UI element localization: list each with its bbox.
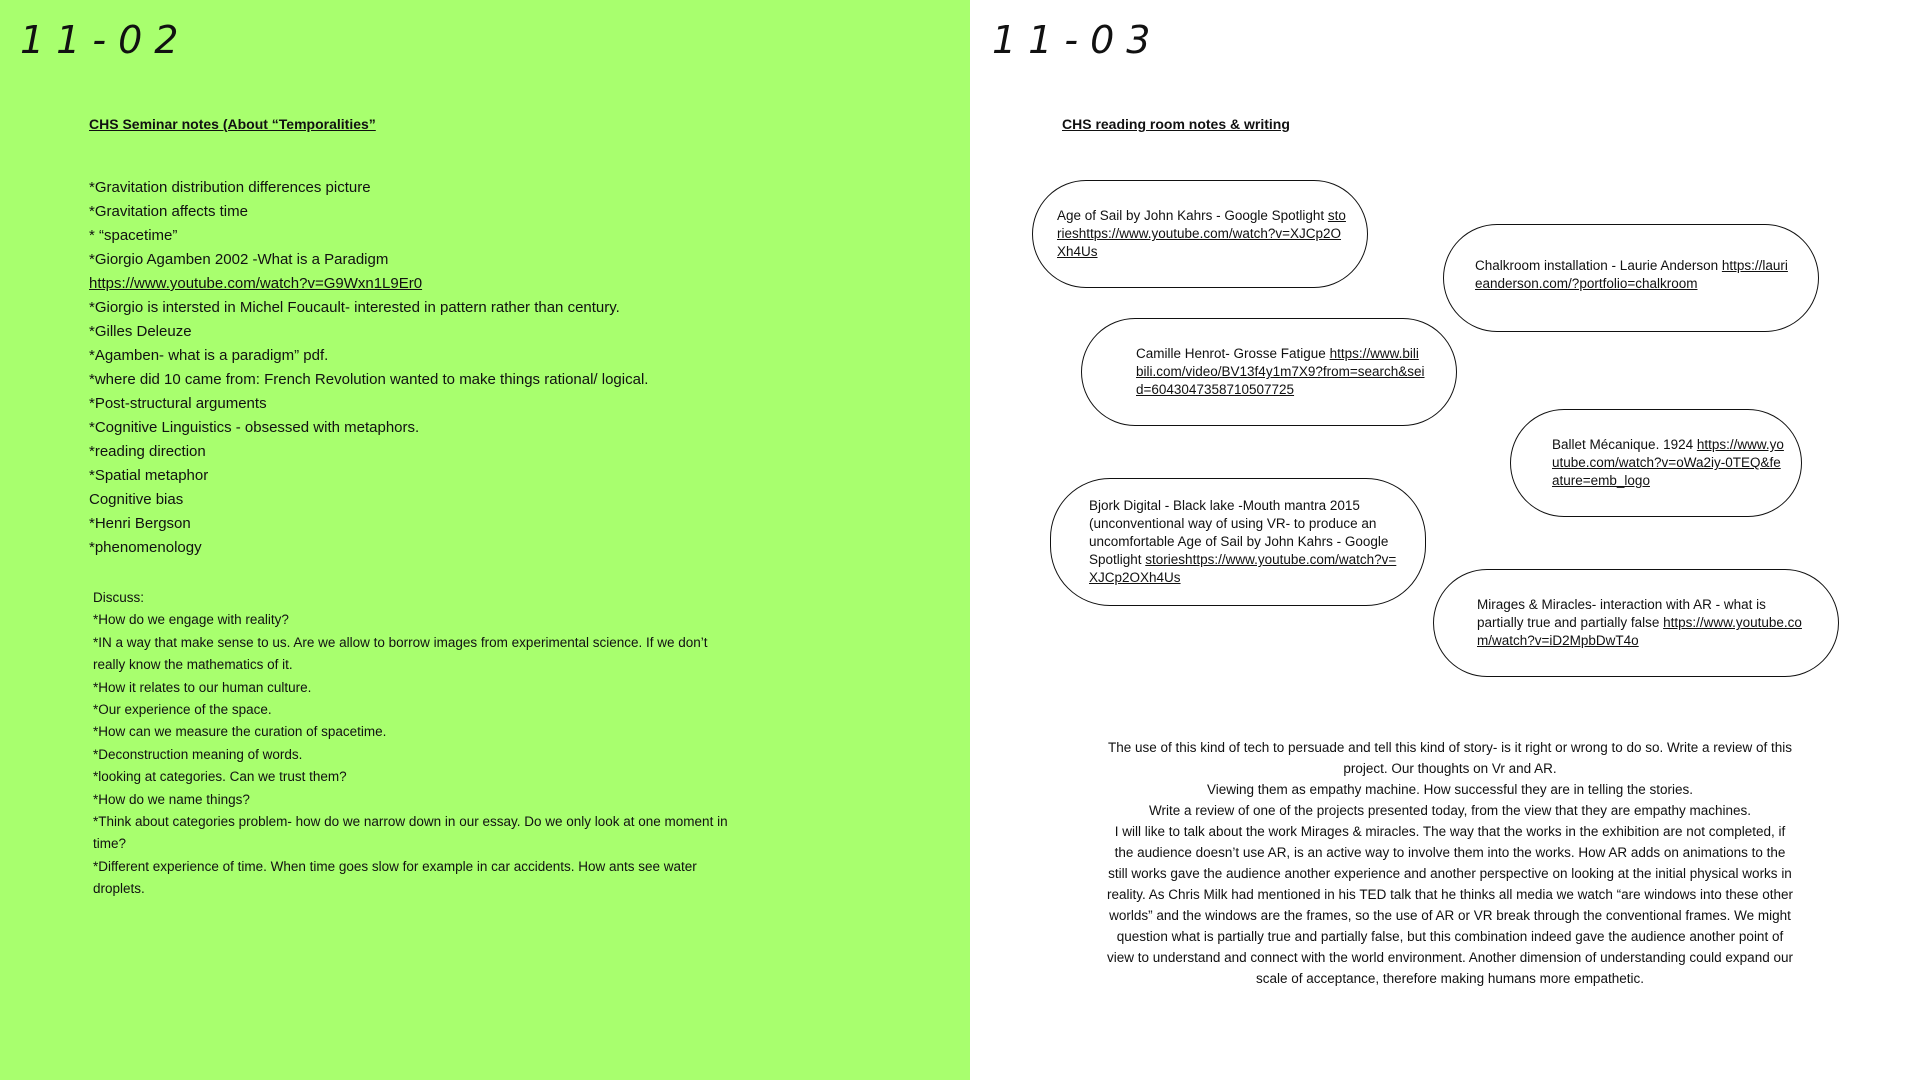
note-item: *reading direction — [89, 443, 206, 460]
essay-paragraph: Write a review of one of the projects presented today, from the view that they are empathy machines. — [1148, 803, 1752, 818]
note-item: *Gravitation distribution differences picture — [89, 179, 371, 196]
bubble-text: Mirages & Miracles- interaction with AR - what is partially true and partially false — [1477, 597, 1766, 630]
bubble-link[interactable]: https://www.youtube.com/watch?v=oWa2iy-0TEQ&feature=emb_logo — [1552, 437, 1784, 488]
note-item: *Cognitive Linguistics - obsessed with metaphors. — [89, 419, 420, 436]
discuss-item: *Think about categories problem- how do we narrow down in our essay. Do we only look at one moment in time? — [93, 814, 728, 852]
bubble-bjork-digital — [1050, 478, 1426, 606]
left-date: 11-02 — [20, 18, 191, 62]
bubble-text: Bjork Digital - Black lake -Mouth mantra 2015 (unconventional way of using VR- to produce an uncomfortable Age of Sail by John Kahrs - Google Spotlight — [1089, 498, 1389, 567]
note-item: *Gilles Deleuze — [89, 323, 192, 340]
bubble-mirages-miracles — [1433, 569, 1839, 677]
note-item: *Giorgio Agamben 2002 -What is a Paradigm — [89, 251, 389, 268]
note-item: *phenomenology — [89, 539, 202, 556]
discuss-item: *How it relates to our human culture. — [93, 679, 312, 695]
note-item: *Post-structural arguments — [89, 395, 267, 412]
discuss-item: *Deconstruction meaning of words. — [93, 746, 303, 762]
bubble-text: Ballet Mécanique. 1924 — [1552, 437, 1697, 452]
note-item: *Giorgio is intersted in Michel Foucault- interested in pattern rather than century. — [89, 299, 620, 316]
reading-room-title: CHS reading room notes & writing — [1062, 116, 1290, 132]
note-item: Cognitive bias — [89, 491, 184, 508]
essay-paragraph: I will like to talk about the work Mirages & miracles. The way that the works in the exhibition are not completed, if the audience doesn’t use AR, is an active way to involve them into the works. How AR adds on animations to the still works gave the audience another experience and another perspective on looking at the initial physical works in reality. As Chris Milk had mentioned in his TED talk that he thinks all media we watch “are windows into these other worlds” and the windows are the frames, so the use of AR or VR break through the conventional frames. We might question what is partially true and partially false, but this combination indeed gave the audience another point of view to understand and connect with the world environment. Another dimension of understanding could expand our scale of acceptance, therefore making humans more empathetic. — [1106, 824, 1794, 986]
discuss-section — [93, 587, 733, 901]
essay-paragraph: Viewing them as empathy machine. How successful they are in telling the stories. — [1207, 782, 1693, 797]
discuss-item: *How do we engage with reality? — [93, 612, 289, 628]
bubble-camille-henrot — [1081, 318, 1457, 426]
note-item: *Agamben- what is a paradigm” pdf. — [89, 347, 329, 364]
discuss-item: *IN a way that make sense to us. Are we allow to borrow images from experimental science. If we don’t really know the mathematics of it. — [93, 634, 708, 673]
bubble-ballet-mecanique — [1510, 409, 1802, 517]
seminar-notes-title: CHS Seminar notes (About “Temporalities” — [89, 116, 376, 132]
youtube-link[interactable]: https://www.youtube.com/watch?v=G9Wxn1L9Er0 — [89, 275, 423, 292]
discuss-item: *How do we name things? — [93, 791, 250, 807]
discuss-item: *Our experience of the space. — [93, 702, 272, 718]
note-item — [89, 272, 909, 296]
bubble-link[interactable]: https://www.youtube.com/watch?v=iD2MpbDwT4o — [1477, 615, 1802, 648]
bubble-link[interactable]: https://www.bilibili.com/video/BV13f4y1m7X9?from=search&seid=6043047358710507725 — [1136, 346, 1425, 397]
bubble-text: Age of Sail by John Kahrs - Google Spotlight — [1057, 208, 1328, 223]
essay-text — [1105, 737, 1795, 989]
note-item: *where did 10 came from: French Revolution wanted to make things rational/ logical. — [89, 371, 649, 388]
discuss-item: *looking at categories. Can we trust them? — [93, 769, 347, 785]
note-item: * “spacetime” — [89, 227, 178, 244]
discuss-item: *How can we measure the curation of spacetime. — [93, 724, 387, 740]
right-date: 11-03 — [992, 18, 1163, 62]
bubble-age-of-sail — [1032, 180, 1368, 288]
bubble-text: Camille Henrot- Grosse Fatigue — [1136, 346, 1330, 361]
note-item: *Gravitation affects time — [89, 203, 248, 220]
essay-paragraph: The use of this kind of tech to persuade and tell this kind of story- is it right or wrong to do so. Write a review of this project. Our thoughts on Vr and AR. — [1107, 740, 1793, 776]
bubble-text: Chalkroom installation - Laurie Anderson — [1475, 258, 1722, 273]
discuss-item: *Different experience of time. When time goes slow for example in car accidents. How ants see water droplets. — [93, 858, 697, 897]
note-item: *Henri Bergson — [89, 515, 191, 532]
bubble-link[interactable]: https://laurieanderson.com/?portfolio=chalkroom — [1475, 258, 1788, 291]
seminar-notes-list — [89, 176, 909, 560]
bubble-link[interactable]: storieshttps://www.youtube.com/watch?v=XJCp2OXh4Us — [1057, 208, 1346, 259]
note-item: *Spatial metaphor — [89, 467, 209, 484]
bubble-chalkroom — [1443, 224, 1819, 332]
discuss-heading: Discuss: — [93, 590, 145, 605]
bubble-link[interactable]: storieshttps://www.youtube.com/watch?v=XJCp2OXh4Us — [1089, 552, 1397, 585]
